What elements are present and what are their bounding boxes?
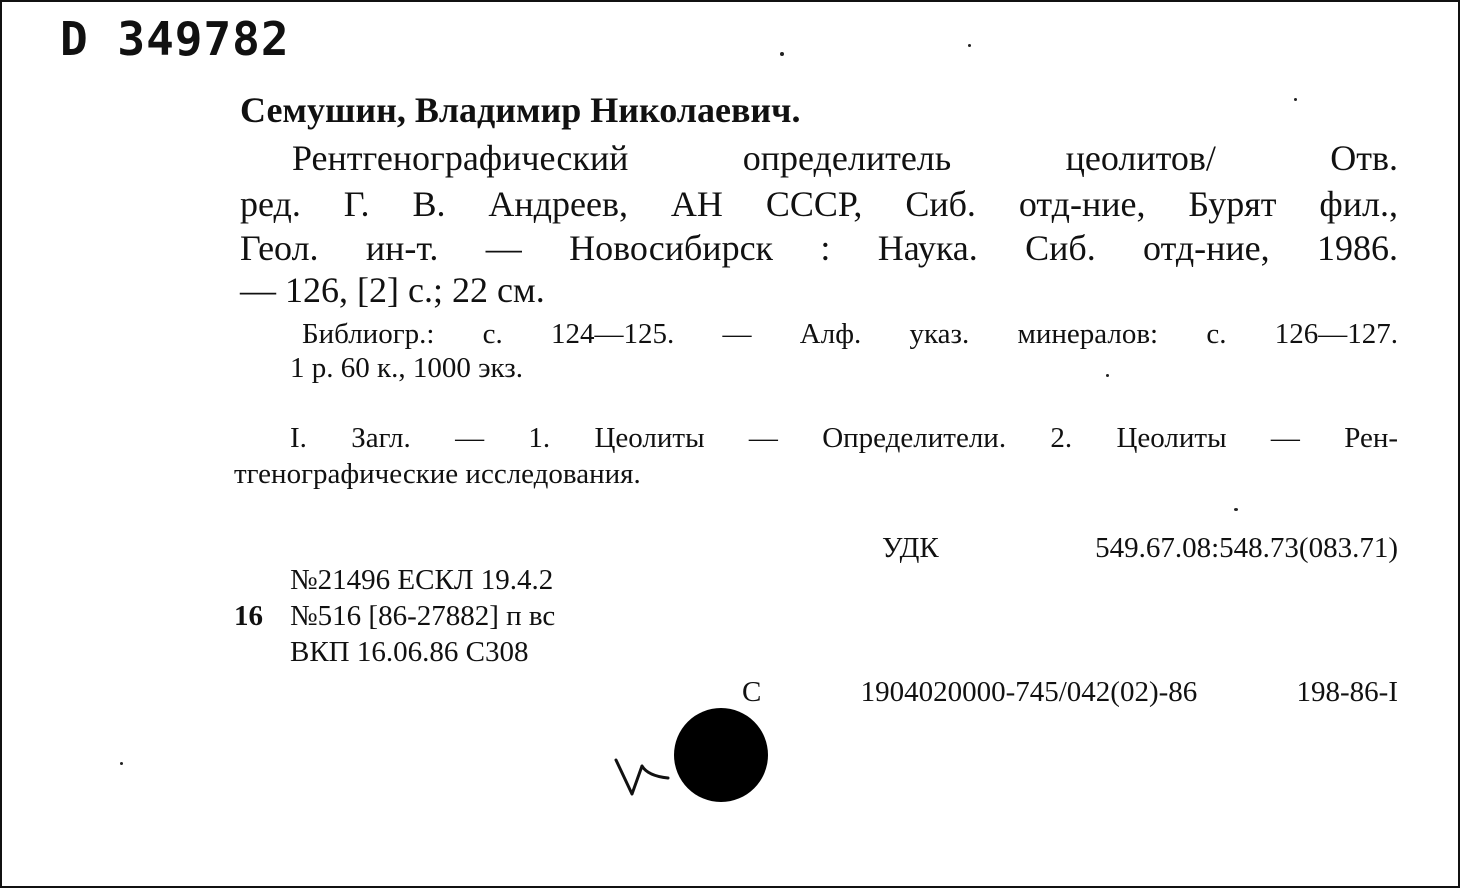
registry-line-1: №21496 ЕСКЛ 19.4.2	[290, 564, 554, 596]
bibliography-note: Библиогр.: с. 124—125. — Алф. указ. минералов: с. 126—127.	[302, 318, 1398, 350]
title-line-1: Рентгенографический определитель цеолитов/ Отв.	[292, 138, 1398, 178]
speck	[120, 762, 123, 765]
call-number: D 349782	[60, 12, 290, 66]
speck	[968, 44, 971, 47]
title-line-3: Геол. ин-т. — Новосибирск : Наука. Сиб. отд-ние, 1986.	[240, 228, 1398, 268]
speck	[1294, 98, 1297, 101]
price-note: 1 р. 60 к., 1000 экз.	[290, 352, 523, 384]
title-line-2: ред. Г. В. Андреев, АН СССР, Сиб. отд-ние, Бурят фил.,	[240, 184, 1398, 224]
registry-line-3: ВКП 16.06.86 С308	[290, 636, 529, 668]
subject-line-1: I. Загл. — 1. Цеолиты — Определители. 2. Цеолиты — Рен-	[290, 422, 1398, 454]
speck	[1106, 374, 1109, 377]
classification-code: С 1904020000-745/042(02)-86 198-86-I	[742, 676, 1398, 708]
registry-prefix: 16	[234, 600, 263, 632]
subject-line-2: тгенографические исследования.	[234, 458, 641, 490]
registry-line-2	[234, 602, 555, 631]
registry-line-2-text: №516 [86-27882] п вс	[290, 600, 556, 632]
punch-hole-dot	[674, 708, 768, 802]
speck	[780, 52, 784, 56]
speck	[1234, 508, 1238, 511]
author-heading: Семушин, Владимир Николаевич.	[240, 90, 801, 130]
title-line-4: — 126, [2] с.; 22 см.	[240, 270, 545, 310]
handwritten-mark-icon	[612, 746, 672, 802]
udk-code: УДК 549.67.08:548.73(083.71)	[882, 532, 1398, 564]
